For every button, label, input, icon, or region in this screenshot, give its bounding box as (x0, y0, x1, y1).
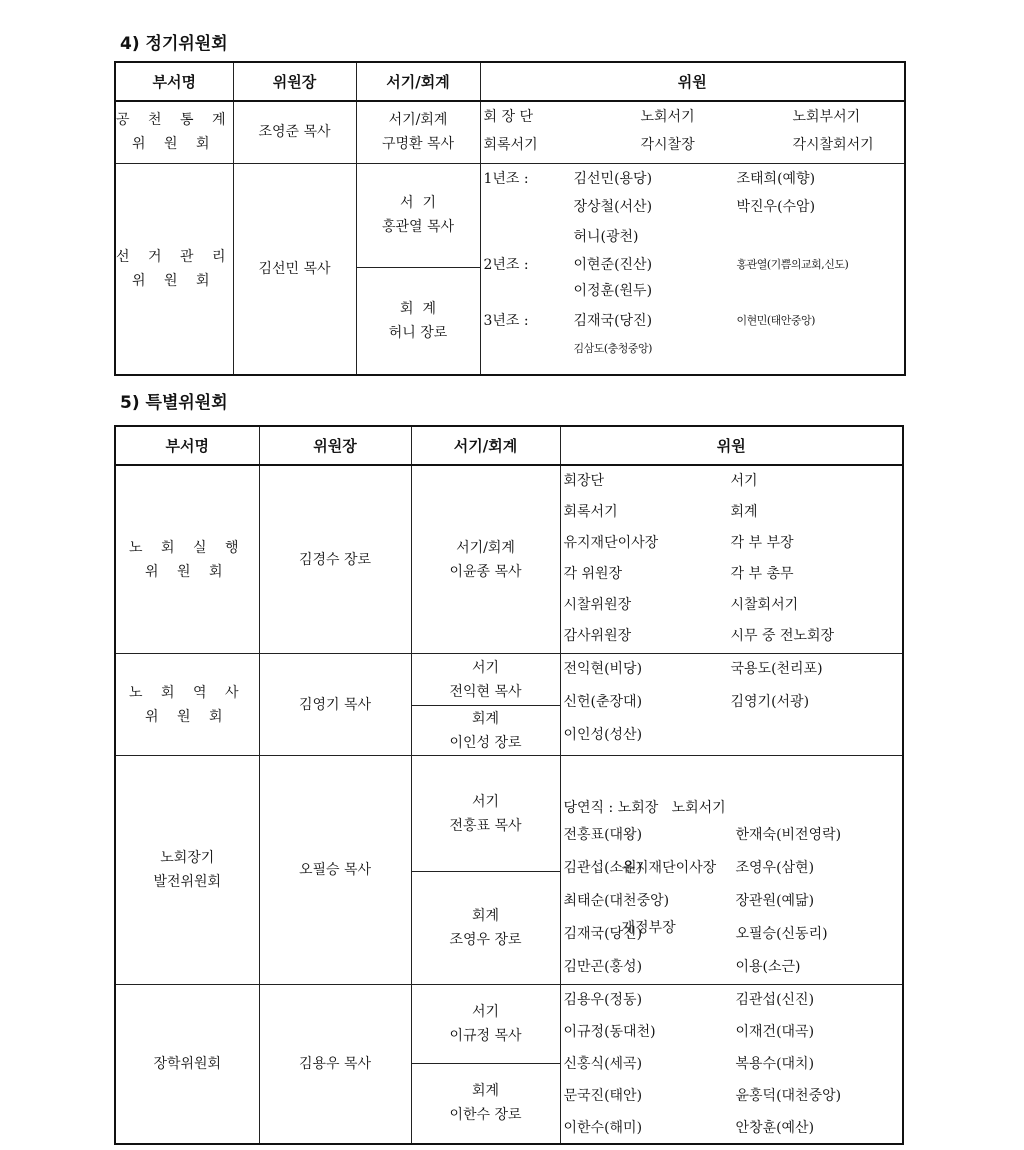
header-dept: 부서명 (115, 62, 233, 101)
table-row (115, 654, 903, 706)
header-dept: 부서명 (115, 426, 259, 465)
member-row: 이인성(성산) (563, 727, 643, 743)
member-row: 신헌(춘장대) 김영기(서광) (563, 694, 810, 710)
committee-name: 노 회 실 행 위 원 회 (115, 465, 259, 654)
member-row: 감사위원장 시무 중 전노회장 (563, 628, 835, 644)
member-row: 문국진(태안) 윤홍덕(대천중앙) (563, 1088, 842, 1104)
committee-chair: 김용우 목사 (259, 985, 411, 1145)
member-row: 김만곤(홍성) 이용(소근) (563, 959, 801, 975)
table-row (115, 163, 905, 267)
table-header-row (115, 426, 903, 465)
member-row: 이정훈(원두) (573, 282, 653, 299)
committee-chair: 김선민 목사 (233, 163, 356, 375)
member-row: 최태순(대천중앙) 장관원(예닮) (563, 893, 815, 909)
committee-name: 노회장기 발전위원회 (115, 756, 259, 985)
member-row: 유지재단이사장 각 부 부장 (563, 535, 794, 551)
committee-chair: 오필승 목사 (259, 756, 411, 985)
member-row: 회장단 서기 (563, 473, 758, 489)
special-committee-table (114, 425, 904, 1145)
committee-name: 공 천 통 계 위 원 회 (115, 101, 233, 163)
committee-members (560, 756, 903, 985)
member-row: 이규정(동대천) 이재건(대곡) (563, 1024, 815, 1040)
committee-members (480, 101, 905, 163)
committee-secretary: 서 기 홍관열 목사 (356, 163, 480, 267)
committee-treasurer: 회계 조영우 장로 (411, 872, 560, 985)
committee-secretary: 서기 전익현 목사 (411, 654, 560, 706)
header-members: 위원 (480, 62, 905, 101)
committee-secretary: 서기 이규정 목사 (411, 985, 560, 1064)
member-row: 회록서기 각시찰장 각시찰회서기 (483, 137, 874, 153)
section-5-title: 5) 특별위원회 (120, 393, 228, 413)
member-row: 김용우(정동) 김관섭(신진) (563, 992, 815, 1008)
member-row: 신홍식(세곡) 복용수(대치) (563, 1056, 815, 1072)
member-row: 회 장 단 노회서기 노회부서기 (483, 109, 861, 125)
member-row: 전익현(비당) 국용도(천리포) (563, 661, 823, 677)
committee-secretary: 서기 전홍표 목사 (411, 756, 560, 872)
header-chair: 위원장 (259, 426, 411, 465)
member-row: 김관섭(소원) 조영우(삼현) (563, 860, 815, 876)
section-4-title: 4) 정기위원회 (120, 34, 228, 54)
member-row: 허니(광천) (573, 228, 639, 245)
header-secretary: 서기/회계 (356, 62, 480, 101)
header-chair: 위원장 (233, 62, 356, 101)
regular-committee-table (114, 61, 906, 376)
member-row: 각 위원장 각 부 총무 (563, 566, 794, 582)
committee-treasurer: 회계 이한수 장로 (411, 1063, 560, 1144)
committee-name: 장학위원회 (115, 985, 259, 1145)
committee-members (560, 985, 903, 1145)
committee-secretary: 서기/회계 이윤종 목사 (411, 465, 560, 654)
member-row: 2년조 : 이현준(진산) 홍관열(기쁨의교회,신도) (483, 256, 849, 273)
table-row (115, 101, 905, 163)
committee-members (560, 654, 903, 756)
table-row (115, 465, 903, 654)
member-row: 장상철(서산) 박진우(수암) (573, 198, 816, 215)
header-secretary: 서기/회계 (411, 426, 560, 465)
member-row: 전홍표(대왕) 한재숙(비전영락) (563, 827, 842, 843)
member-row: 김삼도(충청중앙) (573, 341, 652, 355)
committee-name: 노 회 역 사 위 원 회 (115, 654, 259, 756)
member-row: 3년조 : 김재국(당진) 이현민(태안중앙) (483, 312, 815, 329)
member-row: 시찰위원장 시찰회서기 (563, 597, 799, 613)
committee-secretary: 서기/회계 구명환 목사 (356, 101, 480, 163)
header-members: 위원 (560, 426, 903, 465)
committee-chair: 김영기 목사 (259, 654, 411, 756)
committee-treasurer: 회계 이인성 장로 (411, 706, 560, 756)
table-row (115, 756, 903, 872)
member-row: 1년조 : 김선민(용당) 조태희(예향) (483, 170, 816, 187)
member-row: 이한수(해미) 안창훈(예산) (563, 1120, 815, 1136)
committee-treasurer: 회 계 허니 장로 (356, 267, 480, 375)
member-row: 김재국(당진) 오필승(신동리) (563, 926, 828, 942)
table-row (115, 985, 903, 1064)
committee-chair: 김경수 장로 (259, 465, 411, 654)
committee-members (480, 163, 905, 375)
ex-officio: 당연직 : 노회장 노회서기 유지재단이사장 재정부장 (563, 800, 726, 936)
committee-chair: 조영준 목사 (233, 101, 356, 163)
committee-members (560, 465, 903, 654)
table-header-row (115, 62, 905, 101)
committee-name: 선 거 관 리 위 원 회 (115, 163, 233, 375)
member-row: 회록서기 회계 (563, 504, 758, 520)
